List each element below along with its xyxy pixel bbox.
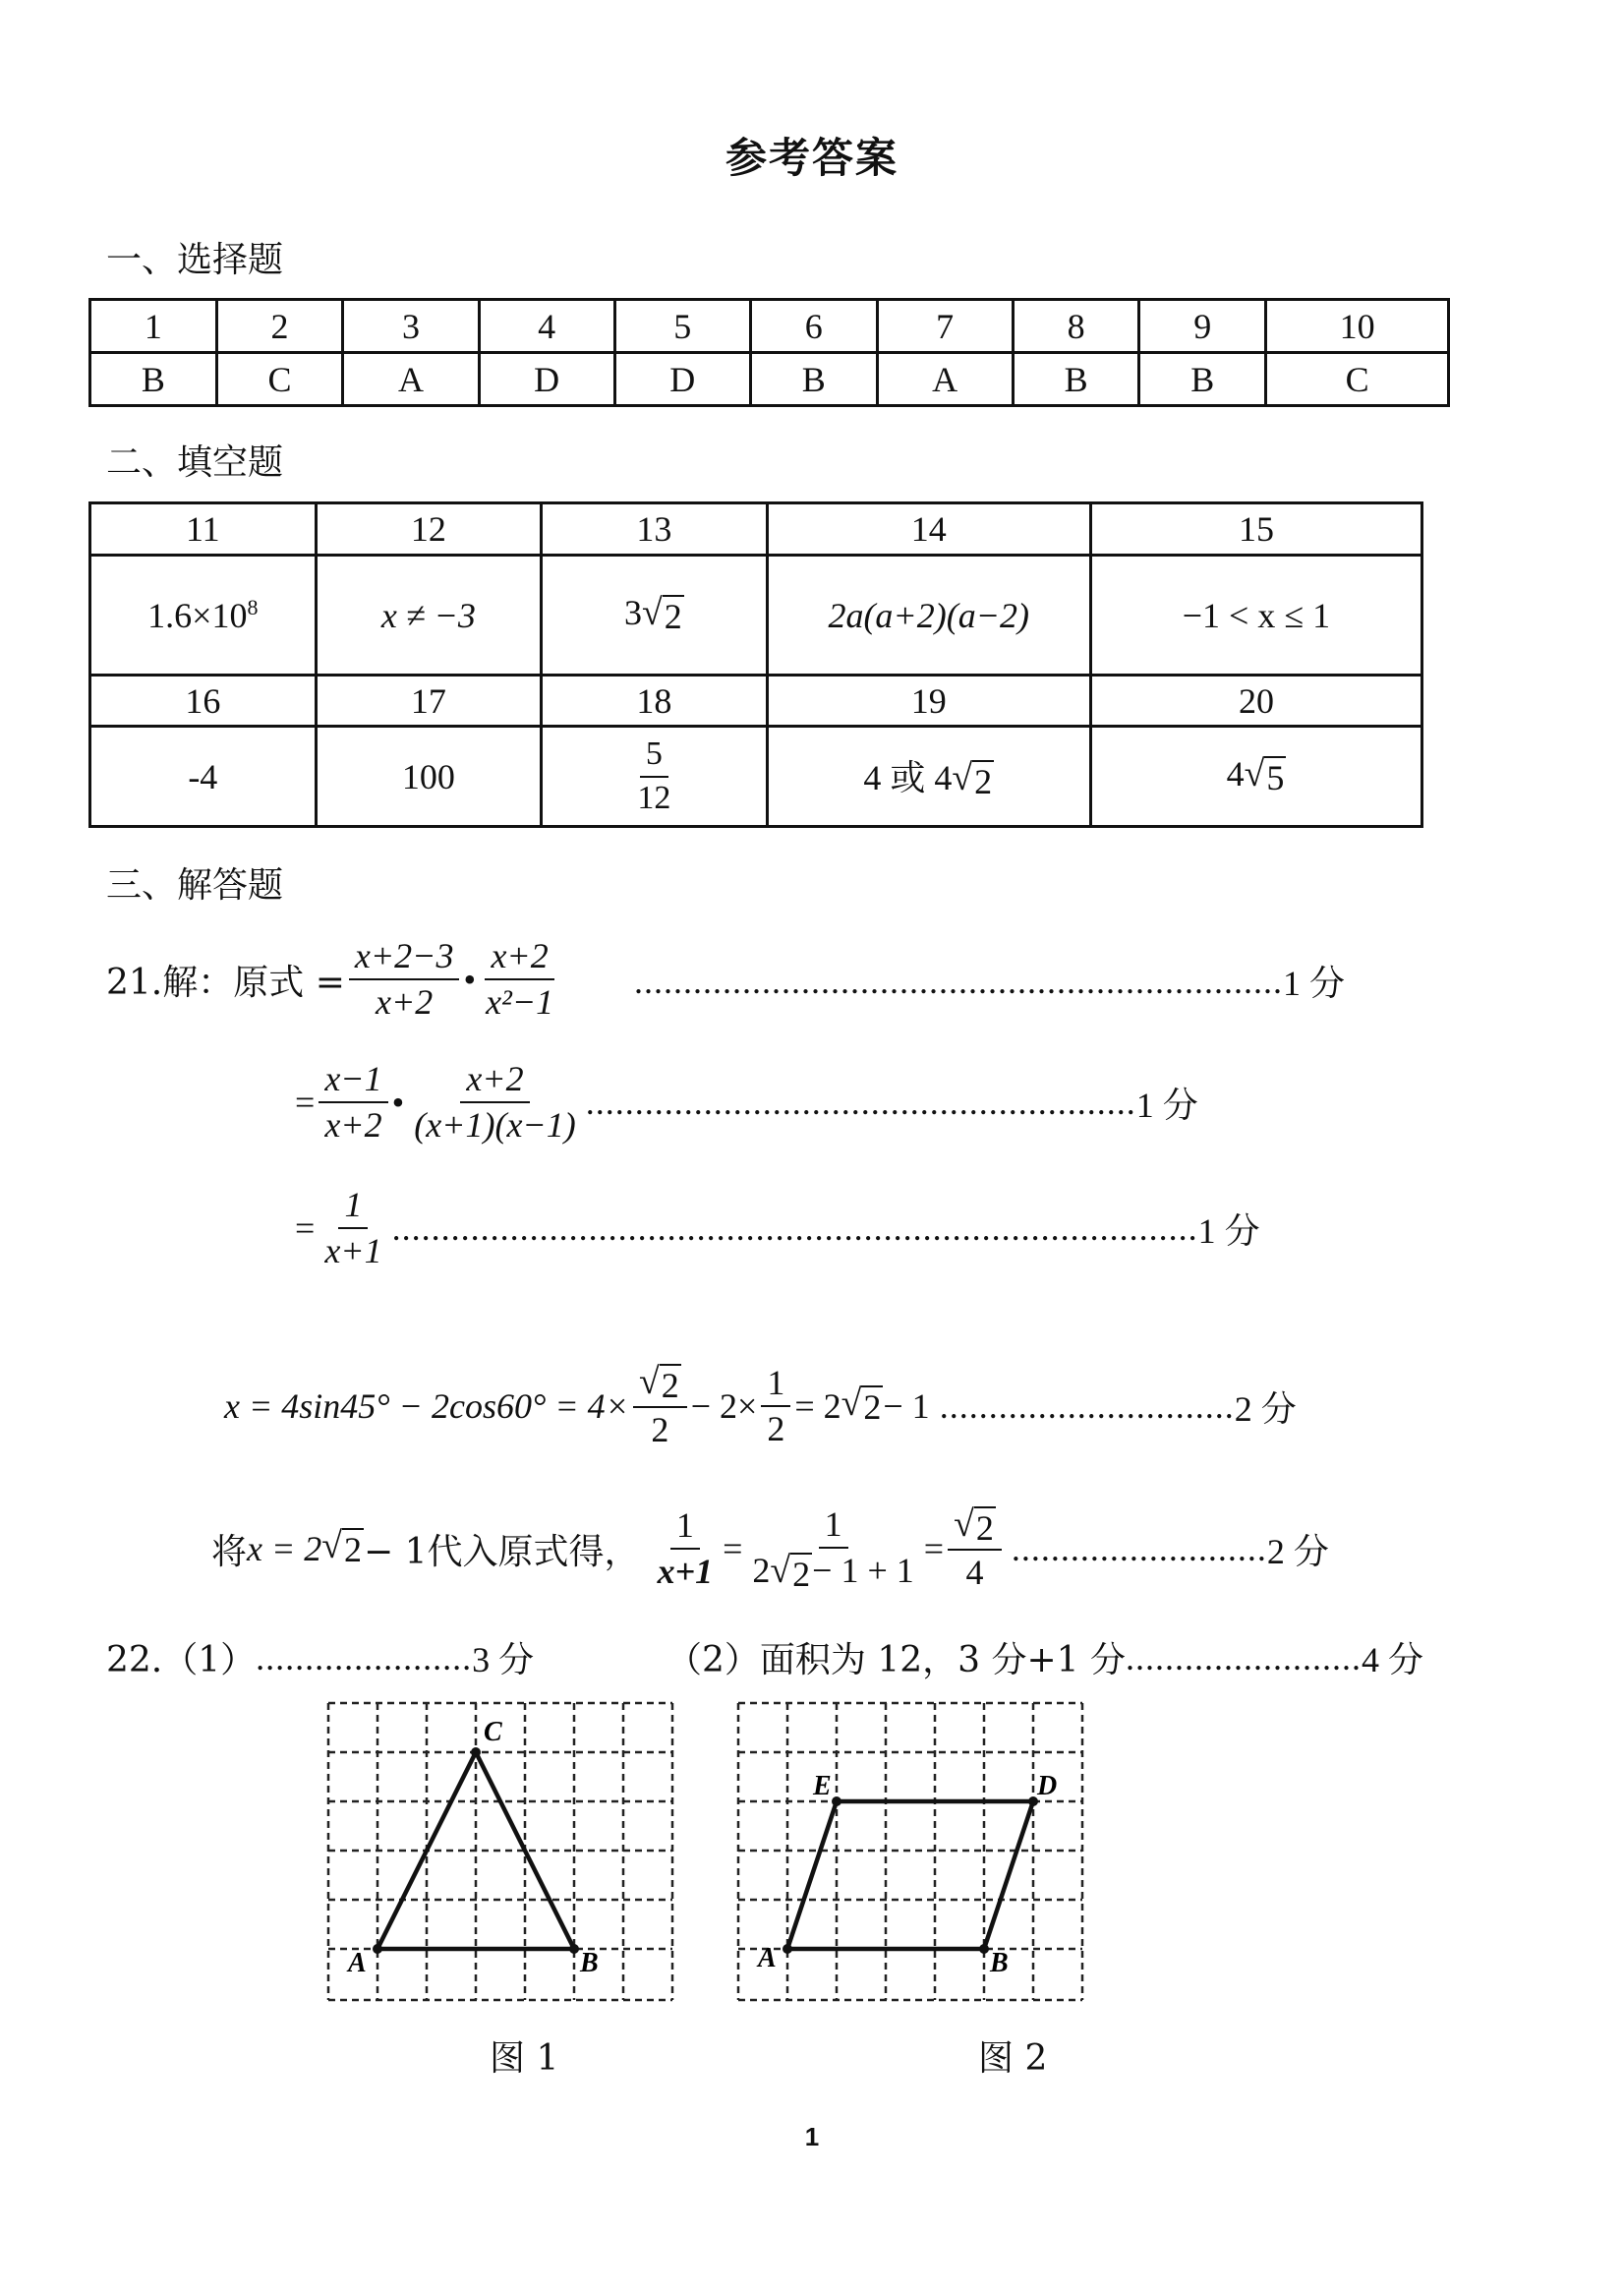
q21-line-5: 将 x = 2 √ 2 − 1代入原式得， $\frac{1}{x+1}$ = 1 2 √ 2 − 1 + 1 = √ 2 4 .......................... 2 分: [211, 1503, 1329, 1594]
fill-answer-11: $1.6\times 10^8$: [90, 556, 317, 676]
figure-1-triangle-grid: [315, 1691, 688, 2016]
choice-answer: A: [343, 353, 479, 406]
section-choice-heading: 一、选择题: [106, 240, 284, 280]
question-number: 16: [90, 676, 317, 727]
question-number: 4: [479, 300, 614, 353]
question-number: 1: [90, 300, 217, 353]
question-number: 11: [90, 503, 317, 556]
fill-answer-18: $\frac{5}{12}$: [542, 727, 767, 827]
question-number: 8: [1013, 300, 1139, 353]
page-title: 参考答案: [725, 134, 899, 182]
fill-answer-16: -4: [90, 727, 317, 827]
figure-2-parallelogram-grid: [725, 1691, 1098, 2016]
point-label-e: E: [813, 1771, 832, 1801]
q21-line-2: = $\frac{x-1}{x+2}$ • $\frac{x+2}{(x+1)(x-1)}$ ........................................................ 1 分: [295, 1059, 1198, 1145]
point-label-b: B: [990, 1948, 1009, 1978]
figure-2-caption: 图 2: [978, 2038, 1048, 2079]
q22-part1: 22.（1） ...................... 3 分: [106, 1637, 535, 1680]
fill-answer-15: −1 < x ≤ 1: [1090, 556, 1421, 676]
table-row: [90, 727, 1422, 827]
table-row: [90, 503, 1422, 556]
question-number: 20: [1090, 676, 1421, 727]
point-label-d: D: [1037, 1771, 1058, 1801]
fill-answer-table: [88, 501, 1423, 828]
question-number: 13: [542, 503, 767, 556]
point-label-a: A: [758, 1943, 777, 1973]
choice-answer: D: [614, 353, 750, 406]
choice-answer: B: [1013, 353, 1139, 406]
section-solution-heading: 三、解答题: [106, 865, 284, 906]
choice-answer: C: [1266, 353, 1449, 406]
q21-line-3: = $\frac{1}{x+1}$ .................................................................................. 1 分: [295, 1185, 1260, 1270]
choice-answer: A: [877, 353, 1013, 406]
q21-score-1: .................................................................. 1 分: [634, 961, 1346, 1003]
question-number: 2: [216, 300, 343, 353]
fill-answer-13: 3 √ 2: [542, 556, 767, 676]
fill-answer-17: 100: [316, 727, 541, 827]
fill-answer-19: 4 或 4 √ 2: [767, 727, 1090, 827]
choice-answer: C: [216, 353, 343, 406]
choice-answer: B: [750, 353, 877, 406]
question-number: 3: [343, 300, 479, 353]
question-number: 6: [750, 300, 877, 353]
choice-answer-table: [88, 298, 1450, 407]
q21-line-4: x = 4sin45° − 2cos60° = 4× √ 2 2 − 2× $\frac{1}{2}$ = 2 √ 2 − 1 .............................. 2 分: [224, 1361, 1297, 1450]
question-number: 15: [1090, 503, 1421, 556]
question-number: 18: [542, 676, 767, 727]
question-number: 19: [767, 676, 1090, 727]
table-row: [90, 300, 1449, 353]
fill-answer-20: 4 √ 5: [1090, 727, 1421, 827]
question-number: 12: [316, 503, 541, 556]
figure-1-caption: 图 1: [490, 2038, 559, 2079]
section-fill-heading: 二、填空题: [106, 442, 284, 483]
point-label-b: B: [580, 1948, 599, 1978]
q22-part2: （2）面积为 12，3 分+1 分 ........................ 4 分: [667, 1637, 1424, 1680]
point-label-c: C: [484, 1717, 502, 1747]
fill-answer-12: x ≠ −3: [316, 556, 541, 676]
q21-line-1: 21.解：原式 = $\frac{x+2-3}{x+2}$ • $\frac{x+2}{\text{x²−1}}$: [106, 936, 554, 1022]
question-number: 5: [614, 300, 750, 353]
question-number: 17: [316, 676, 541, 727]
table-row: [90, 676, 1422, 727]
table-row: [90, 353, 1449, 406]
page-number: 1: [804, 2122, 820, 2151]
question-number: 10: [1266, 300, 1449, 353]
fill-answer-14: 2a(a+2)(a−2): [767, 556, 1090, 676]
question-number: 14: [767, 503, 1090, 556]
choice-answer: B: [90, 353, 217, 406]
choice-answer: D: [479, 353, 614, 406]
point-label-a: A: [348, 1948, 367, 1978]
table-row: [90, 556, 1422, 676]
question-number: 9: [1139, 300, 1266, 353]
choice-answer: B: [1139, 353, 1266, 406]
question-number: 7: [877, 300, 1013, 353]
